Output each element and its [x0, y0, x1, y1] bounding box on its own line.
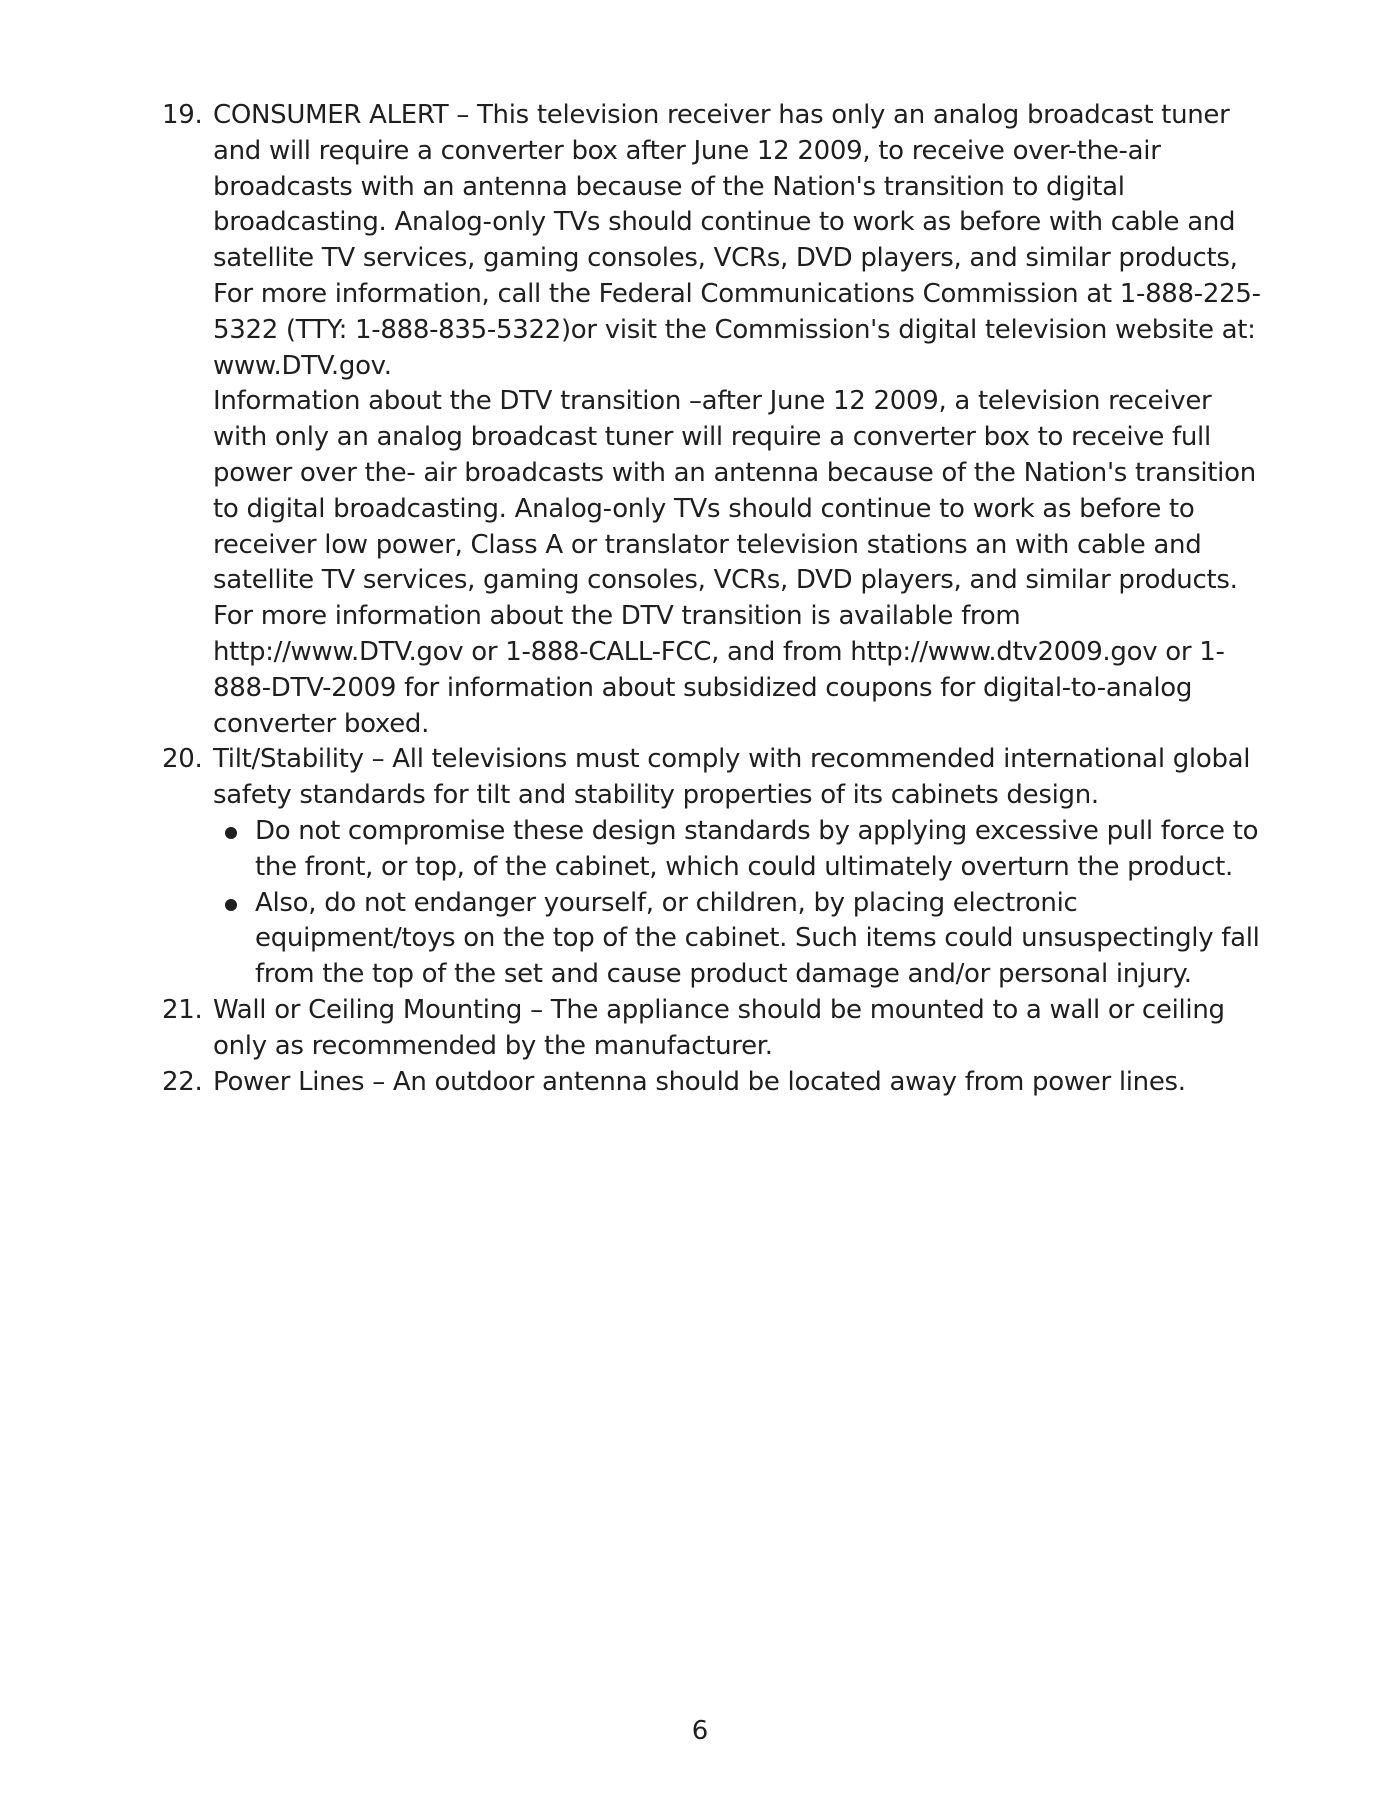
- tilt-stability-bullets: [213, 814, 1272, 993]
- list-item-20: [162, 742, 1272, 993]
- consumer-alert-paragraph: CONSUMER ALERT – This television receiver has only an analog broadcast tuner and will require a converter box after June 12 2009, to receive over-the-air broadcasts with an antenna because of the Nation's transition to digital broadcasting. Analog-only TVs should continue to work as before with cable and satellite TV services, gaming consoles, VCRs, DVD players, and similar products, For more information, call the Federal Communications Commission at 1-888-225-5322 (TTY: 1-888-835-5322)or visit the Commission's digital television website at: www.DTV.gov.: [213, 100, 1261, 381]
- tilt-stability-paragraph: Tilt/Stability – All televisions must comply with recommended international global safety standards for tilt and stability properties of its cabinets design.: [213, 744, 1251, 811]
- bullet-text: Do not compromise these design standards by applying excessive pull force to the front, or top, of the cabinet, which could ultimately overturn the product.: [255, 815, 1259, 882]
- safety-instructions-list: [162, 98, 1272, 1100]
- item-number: 19.: [162, 100, 203, 130]
- bullet-dot-icon: [225, 827, 237, 839]
- power-lines-paragraph: Power Lines – An outdoor antenna should be located away from power lines.: [213, 1066, 1186, 1097]
- dtv-transition-paragraph: Information about the DTV transition –after June 12 2009, a television receiver with only an analog broadcast tuner will require a converter box to receive full power over the- air broadcasts with an antenna because of the Nation's transition to digital broadcasting. Analog-only TVs should continue to work as before to receiver low power, Class A or translator television stations an with cable and satellite TV services, gaming consoles, VCRs, DVD players, and similar products. For more information about the DTV transition is available from http://www.DTV.gov or 1-888-CALL-FCC, and from http://www.dtv2009.gov or 1-888-DTV-2009 for information about subsidized coupons for digital-to-analog converter boxed.: [213, 386, 1256, 739]
- item-number: 20.: [162, 744, 203, 775]
- bullet-item: [213, 886, 1272, 993]
- item-number: 22.: [162, 1066, 203, 1097]
- bullet-text: Also, do not endanger yourself, or children, by placing electronic equipment/toys on the top of the cabinet. Such items could unsuspectingly fall from the top of the set and cause product damage and/or personal injury.: [255, 887, 1260, 990]
- item-number: 21.: [162, 994, 203, 1025]
- page-number: 6: [691, 1716, 709, 1746]
- list-item-21: [162, 993, 1272, 1065]
- wall-mounting-paragraph: Wall or Ceiling Mounting – The appliance should be mounted to a wall or ceiling only as recommended by the manufacturer.: [213, 994, 1225, 1061]
- list-item-19: [162, 98, 1272, 742]
- bullet-dot-icon: [225, 899, 237, 911]
- bullet-item: [213, 814, 1272, 886]
- list-item-22: [162, 1065, 1272, 1101]
